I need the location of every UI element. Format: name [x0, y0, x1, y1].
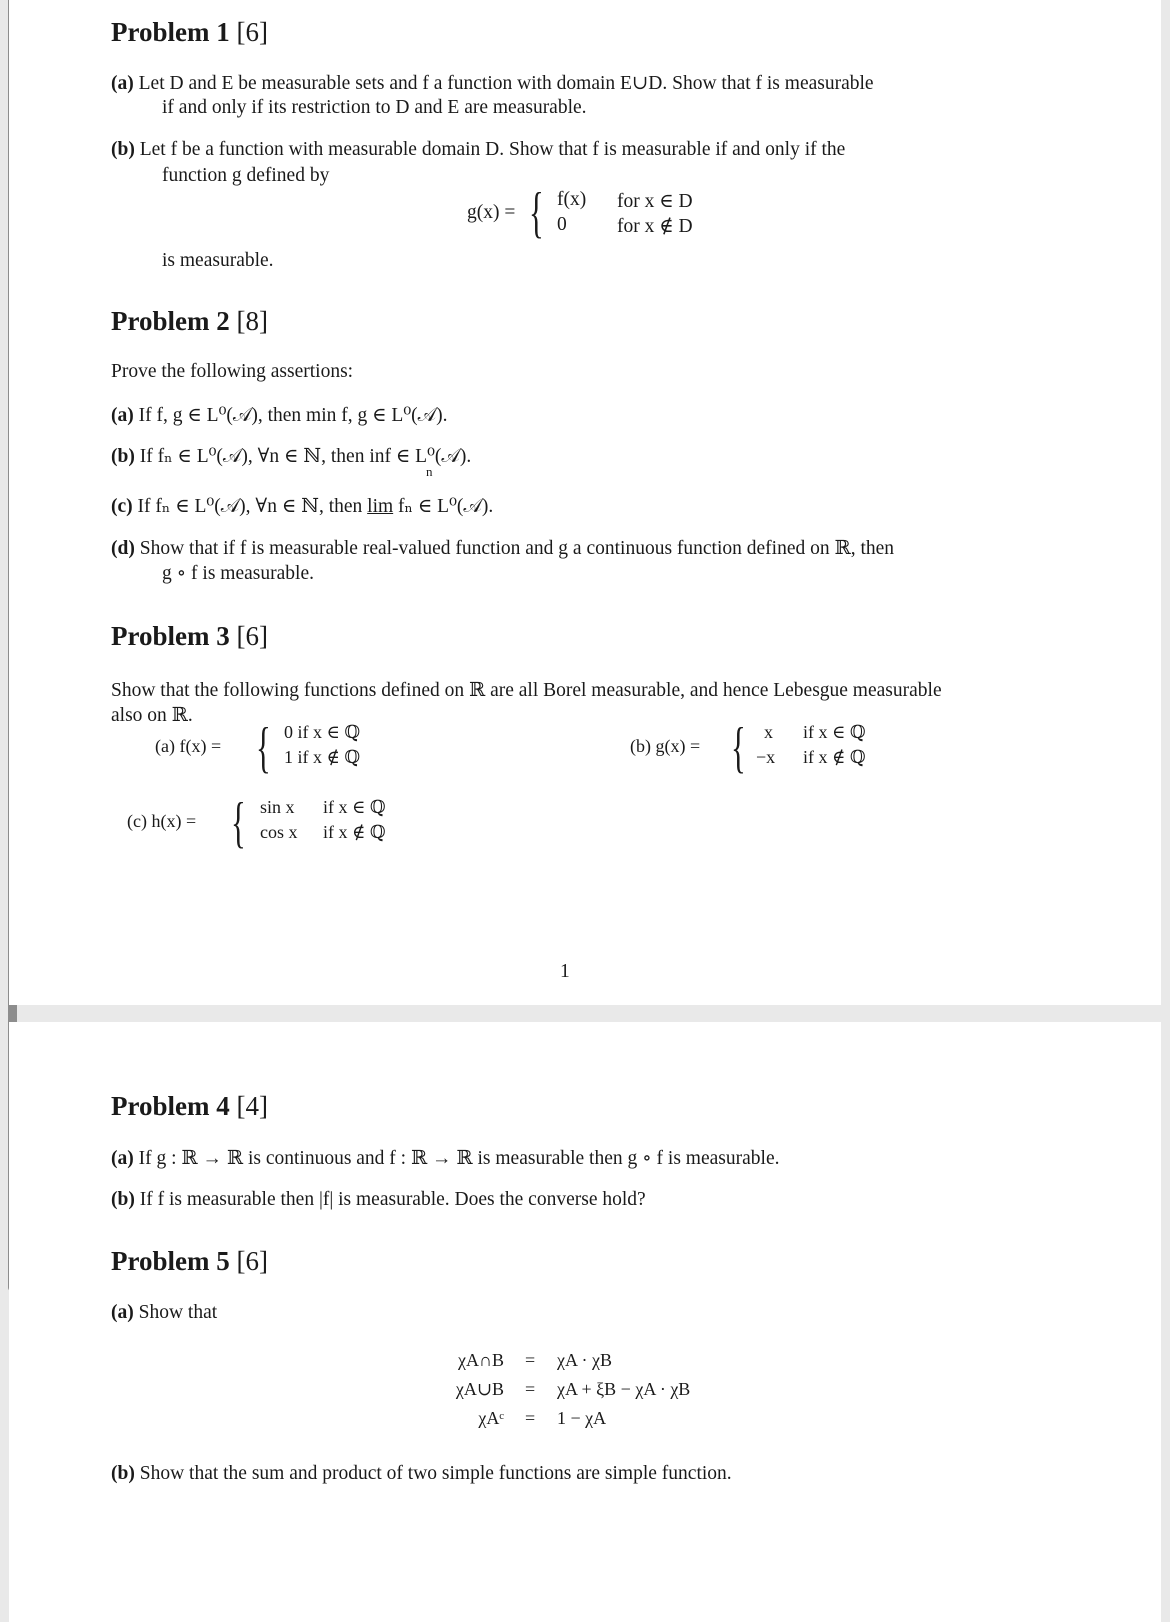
- problem-1b-line1: [111, 139, 845, 161]
- problem-2-intro: Prove the following assertions:: [111, 361, 354, 382]
- problem-2b-label: (b): [111, 446, 135, 467]
- identity-2-rhs: χA + ξB − χA · χB: [557, 1379, 691, 1399]
- problem-4a: [111, 1146, 779, 1170]
- g-brace: {: [529, 182, 544, 244]
- problem-2c-label: (c): [111, 496, 133, 517]
- problem-5a-label: (a): [111, 1302, 134, 1323]
- problem-3a-case1: 0 if x ∈ ℚ: [284, 722, 360, 742]
- document-page-2: [9, 1022, 1161, 1622]
- problem-3c-case1-value: sin x: [260, 797, 295, 817]
- problem-3a-case2: 1 if x ∉ ℚ: [284, 747, 360, 767]
- problem-2d-label: (d): [111, 538, 135, 559]
- problem-4-heading: [111, 1091, 268, 1122]
- problem-5b: [111, 1463, 732, 1485]
- problem-2d-line2: g ∘ f is measurable.: [162, 563, 314, 584]
- problem-5-points: [6]: [236, 1246, 268, 1276]
- document-page-1: [9, 0, 1161, 1005]
- problem-3b-case1-condition: if x ∈ ℚ: [803, 722, 866, 742]
- problem-2c-text-post: fₙ ∈ L⁰(𝒜).: [393, 496, 494, 517]
- problem-1-title: Problem 1: [111, 17, 230, 47]
- problem-3b-case1-value: x: [764, 722, 773, 742]
- problem-4-title: Problem 4: [111, 1091, 230, 1121]
- problem-5-heading: [111, 1246, 268, 1277]
- problem-1a-line2: if and only if its restriction to D and E are measurable.: [162, 97, 587, 118]
- problem-4b-text: If f is measurable then |f| is measurable. Does the converse hold?: [139, 1189, 646, 1210]
- problem-1-points: [6]: [236, 17, 268, 47]
- identity-3-equals: =: [525, 1408, 536, 1428]
- problem-2d-text-1: Show that if f is measurable real-valued function and g a continuous function defined on ℝ, then: [139, 538, 895, 559]
- problem-5-title: Problem 5: [111, 1246, 230, 1276]
- problem-3-line2: also on ℝ.: [111, 705, 193, 726]
- problem-3b-brace: {: [731, 717, 746, 779]
- problem-5a: [111, 1302, 217, 1324]
- g-lhs: g(x) =: [467, 202, 516, 223]
- problem-3-heading: [111, 621, 268, 652]
- problem-1a-label: (a): [111, 73, 134, 94]
- problem-2b-text: If fₙ ∈ L⁰(𝒜), ∀n ∈ ℕ, then inf ∈ L⁰(𝒜).: [139, 446, 472, 467]
- problem-1-heading: [111, 17, 268, 48]
- identity-2-equals: =: [525, 1379, 536, 1399]
- problem-4-points: [4]: [236, 1091, 268, 1121]
- problem-1a-text-1: Let D and E be measurable sets and f a function with domain E∪D. Show that f is measurable: [138, 73, 874, 94]
- problem-5a-text: Show that: [138, 1302, 218, 1323]
- identity-3-lhs: χAᶜ: [478, 1408, 504, 1428]
- g-case2-value: 0: [557, 214, 567, 235]
- problem-3b-case2-condition: if x ∉ ℚ: [803, 747, 866, 767]
- problem-2a: [111, 403, 447, 427]
- identity-1-equals: =: [525, 1350, 536, 1370]
- page-number: 1: [560, 961, 570, 982]
- problem-3c-case2-value: cos x: [260, 822, 298, 842]
- problem-2d-line1: [111, 536, 894, 560]
- problem-3c-case2-condition: if x ∉ ℚ: [323, 822, 386, 842]
- problem-1b-line2: function g defined by: [162, 165, 330, 186]
- problem-4a-text: If g : ℝ → ℝ is continuous and f : ℝ → ℝ is measurable then g ∘ f is measurable.: [138, 1148, 780, 1169]
- problem-4b: [111, 1189, 646, 1211]
- g-case1-value: f(x): [557, 189, 587, 210]
- problem-3-points: [6]: [236, 621, 268, 651]
- problem-2a-label: (a): [111, 405, 134, 426]
- problem-2b-inf-subscript: n: [426, 464, 433, 479]
- problem-1b-line3: is measurable.: [162, 250, 274, 271]
- g-case1-condition: for x ∈ D: [617, 191, 693, 212]
- problem-2c: [111, 494, 493, 518]
- problem-3a-lhs: (a) f(x) =: [155, 736, 222, 756]
- problem-1b-label: (b): [111, 139, 135, 160]
- problem-5b-text: Show that the sum and product of two simple functions are simple function.: [139, 1463, 732, 1484]
- problem-2-points: [8]: [236, 306, 268, 336]
- problem-3b-lhs: (b) g(x) =: [630, 736, 701, 756]
- problem-3-line1: Show that the following functions defined on ℝ are all Borel measurable, and hence Lebesgue measurable: [111, 680, 942, 701]
- problem-1a-line1: [111, 71, 874, 95]
- problem-5b-label: (b): [111, 1463, 135, 1484]
- problem-3c-lhs: (c) h(x) =: [127, 811, 197, 831]
- identity-3-rhs: 1 − χA: [557, 1408, 607, 1428]
- problem-2-heading: [111, 306, 268, 337]
- identity-2-lhs: χA∪B: [455, 1379, 504, 1399]
- g-case2-condition: for x ∉ D: [617, 216, 693, 237]
- problem-1b-text-1: Let f be a function with measurable domain D. Show that f is measurable if and only if the: [139, 139, 846, 160]
- problem-2b: [111, 444, 471, 468]
- problem-3a-brace: {: [256, 717, 271, 779]
- problem-2a-text: If f, g ∈ L⁰(𝒜), then min f, g ∈ L⁰(𝒜).: [138, 405, 448, 426]
- problem-4b-label: (b): [111, 1189, 135, 1210]
- problem-2c-liminf: lim: [367, 496, 394, 517]
- problem-3-title: Problem 3: [111, 621, 230, 651]
- problem-3b-case2-value: −x: [756, 747, 776, 767]
- problem-2-title: Problem 2: [111, 306, 230, 336]
- problem-2c-text-pre: If fₙ ∈ L⁰(𝒜), ∀n ∈ ℕ, then: [137, 496, 368, 517]
- problem-4a-label: (a): [111, 1148, 134, 1169]
- identity-1-rhs: χA · χB: [557, 1350, 612, 1370]
- problem-3c-case1-condition: if x ∈ ℚ: [323, 797, 386, 817]
- identity-1-lhs: χA∩B: [458, 1350, 504, 1370]
- problem-3c-brace: {: [231, 792, 246, 854]
